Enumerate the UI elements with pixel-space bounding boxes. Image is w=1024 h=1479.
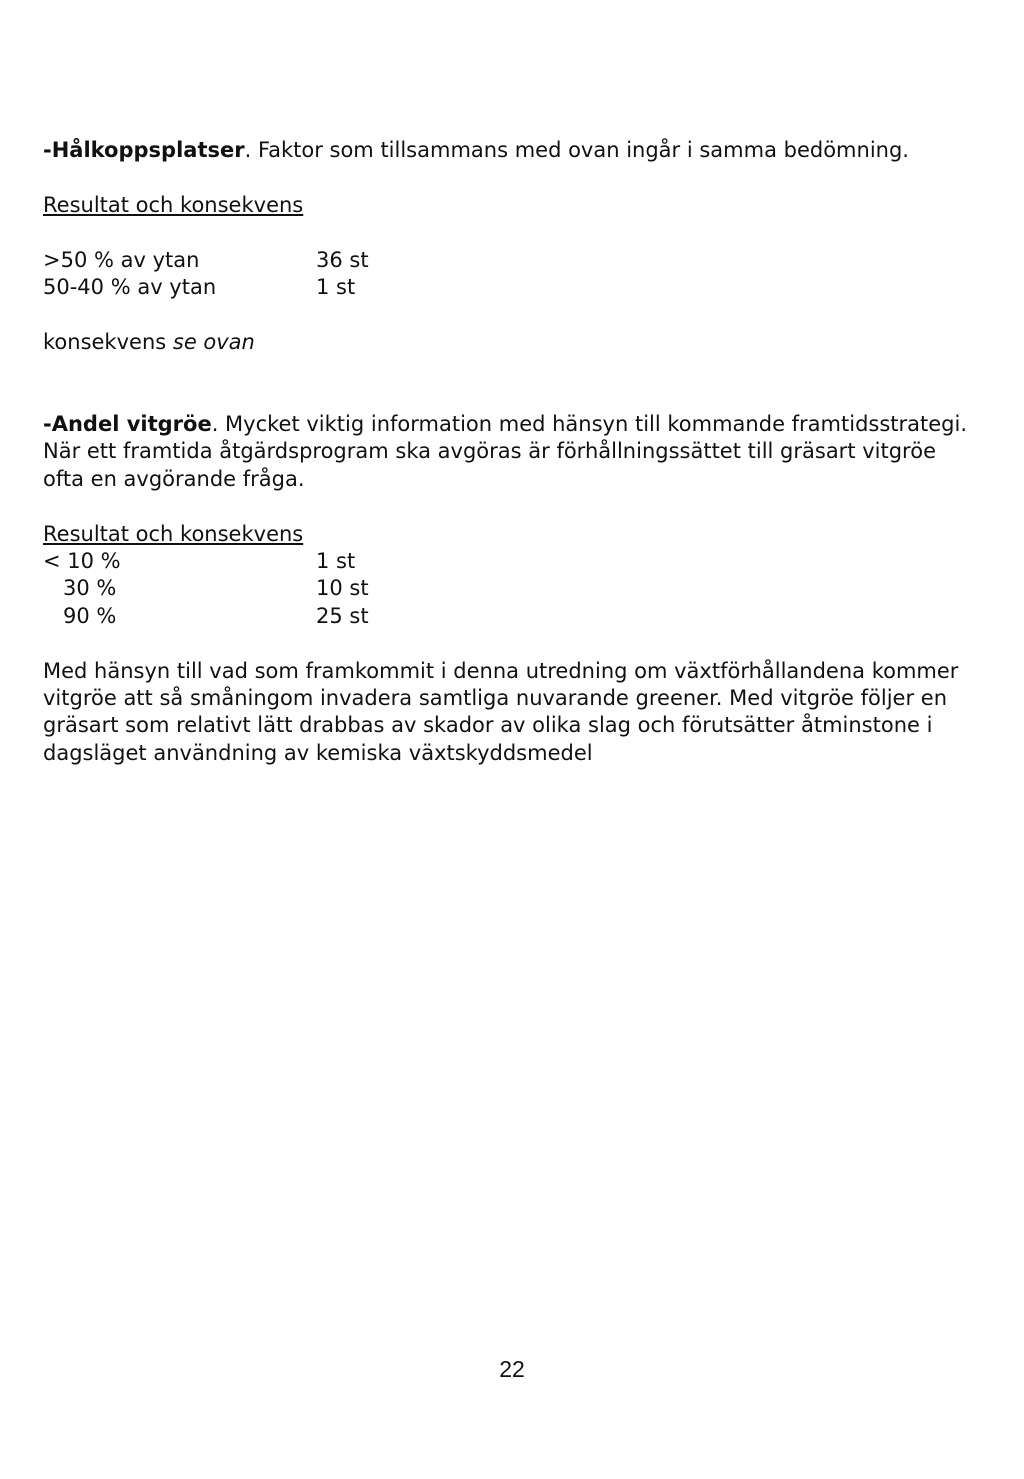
result-row	[43, 548, 983, 575]
result-label: 30 %	[43, 576, 117, 601]
section-heading: Resultat och konsekvens	[43, 521, 304, 546]
result-value: 36 st	[316, 247, 369, 272]
result-label: 90 %	[43, 603, 117, 628]
conclusion-paragraph: Med hänsyn till vad som framkommit i denna utredning om växtförhållandena kommer vitgröe att så småningom invadera samtliga nuvarande greener. Med vitgröe följer en gräsart som relativt lätt drabbas av skador av olika slag och förutsätter åtminstone i dagsläget användning av kemiska växtskyddsmedel	[43, 658, 959, 765]
result-label: < 10 %	[43, 549, 121, 574]
paragraph-andel-vitgroe	[43, 411, 983, 493]
result-row	[43, 603, 983, 630]
paragraph-text: . Faktor som tillsammans med ovan ingår i samma bedömning.	[244, 138, 909, 162]
result-value: 1 st	[316, 275, 356, 299]
result-label: 50-40 % av ytan	[43, 275, 217, 299]
consequence-italic: se ovan	[172, 329, 255, 354]
page-number: 22	[499, 1356, 525, 1382]
result-value: 25 st	[316, 603, 369, 628]
paragraph-text: . Mycket viktig information med hänsyn till kommande framtidsstrategi. När ett framtida åtgärdsprogram ska avgöras är förhållningssättet till gräsart vitgröe ofta en avgörande fråga.	[43, 412, 968, 491]
document-body	[43, 137, 983, 767]
result-row	[43, 575, 983, 602]
term-andel-vitgroe: -Andel vitgröe	[43, 412, 212, 436]
result-row	[43, 247, 983, 274]
result-row	[43, 274, 983, 301]
result-label: >50 % av ytan	[43, 247, 200, 272]
result-value: 1 st	[316, 549, 356, 574]
section-heading: Resultat och konsekvens	[43, 192, 304, 217]
result-value: 10 st	[316, 576, 369, 601]
consequence-note	[43, 329, 983, 356]
paragraph-halkoppsplatser	[43, 137, 983, 164]
term-halkoppsplatser: -Hålkoppsplatser	[43, 138, 245, 162]
consequence-prefix: konsekvens	[43, 329, 173, 354]
